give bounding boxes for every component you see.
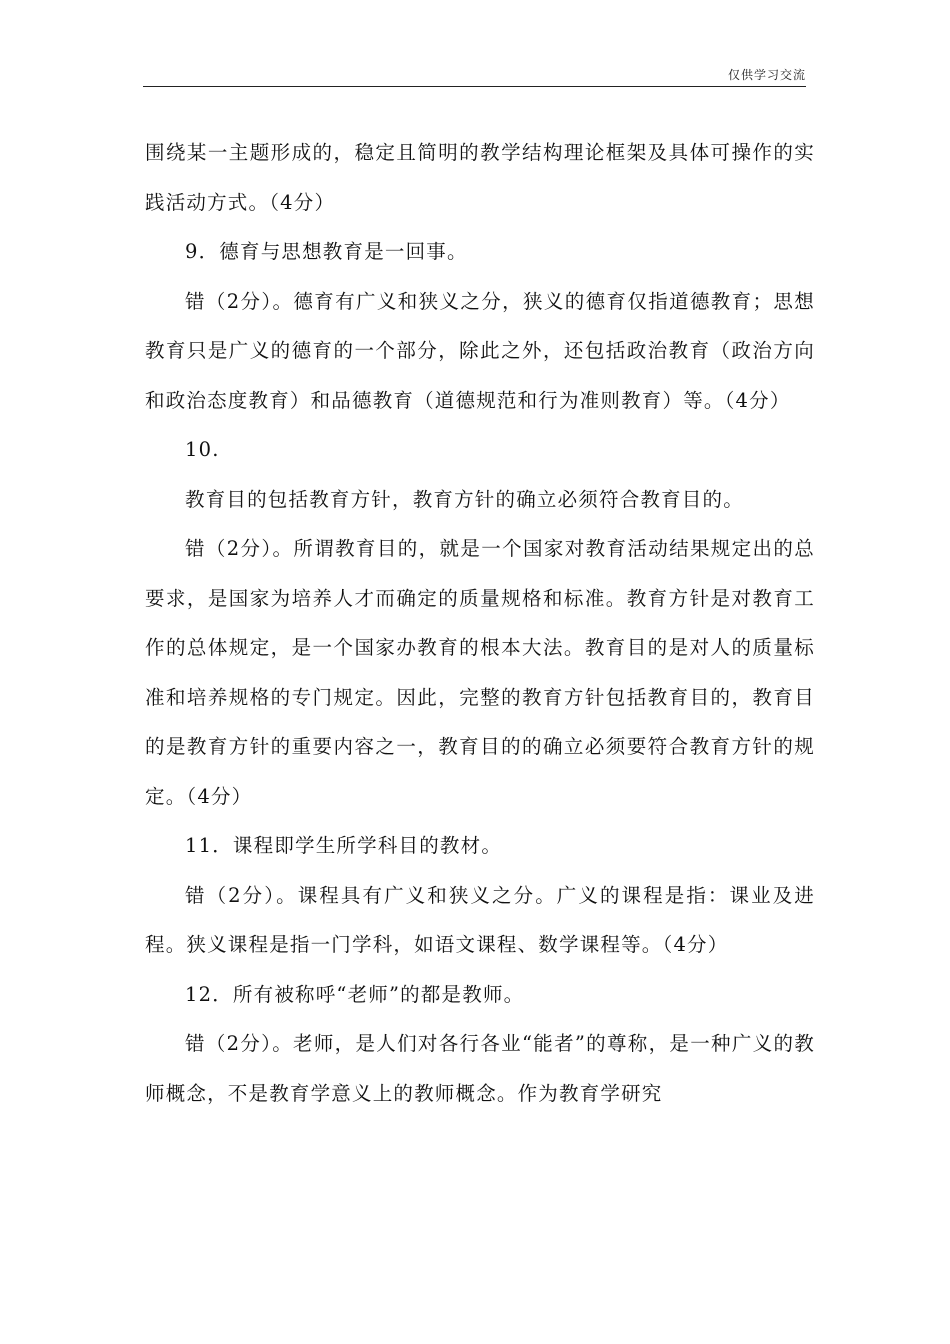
- document-body: [145, 128, 815, 1118]
- answer-10: 错（2分）。所谓教育目的，就是一个国家对教育活动结果规定出的总要求，是国家为培养人才而确定的质量规格和标准。教育方针是对教育工作的总体规定，是一个国家办教育的根本大法。教育目的是对人的质量标准和培养规格的专门规定。因此，完整的教育方针包括教育目的，教育目的是教育方针的重要内容之一，教育目的的确立必须要符合教育方针的规定。（4分）: [145, 537, 815, 808]
- header-note: 仅供学习交流: [727, 68, 806, 82]
- page-header: [143, 62, 806, 87]
- question-10-number: 10.: [185, 438, 220, 461]
- question-9: 9．德育与思想教育是一回事。: [185, 240, 468, 263]
- paragraph-continuation: 围绕某一主题形成的，稳定且简明的教学结构理论框架及具体可操作的实践活动方式。（4分）: [145, 141, 815, 214]
- answer-12: 错（2分）。老师，是人们对各行各业“能者”的尊称，是一种广义的教师概念，不是教育学意义上的教师概念。作为教育学研究: [145, 1032, 815, 1105]
- question-12: 12．所有被称呼“老师”的都是教师。: [185, 982, 525, 1006]
- answer-11: 错（2分）。课程具有广义和狭义之分。广义的课程是指：课业及进程。狭义课程是指一门学科，如语文课程、数学课程等。（4分）: [145, 883, 815, 956]
- question-11: 11．课程即学生所学科目的教材。: [185, 834, 503, 857]
- question-10: 教育目的包括教育方针，教育方针的确立必须符合教育目的。: [185, 487, 744, 511]
- answer-9: 错（2分）。德育有广义和狭义之分，狭义的德育仅指道德教育；思想教育只是广义的德育的一个部分，除此之外，还包括政治教育（政治方向和政治态度教育）和品德教育（道德规范和行为准则教育）等。（4分）: [145, 289, 815, 412]
